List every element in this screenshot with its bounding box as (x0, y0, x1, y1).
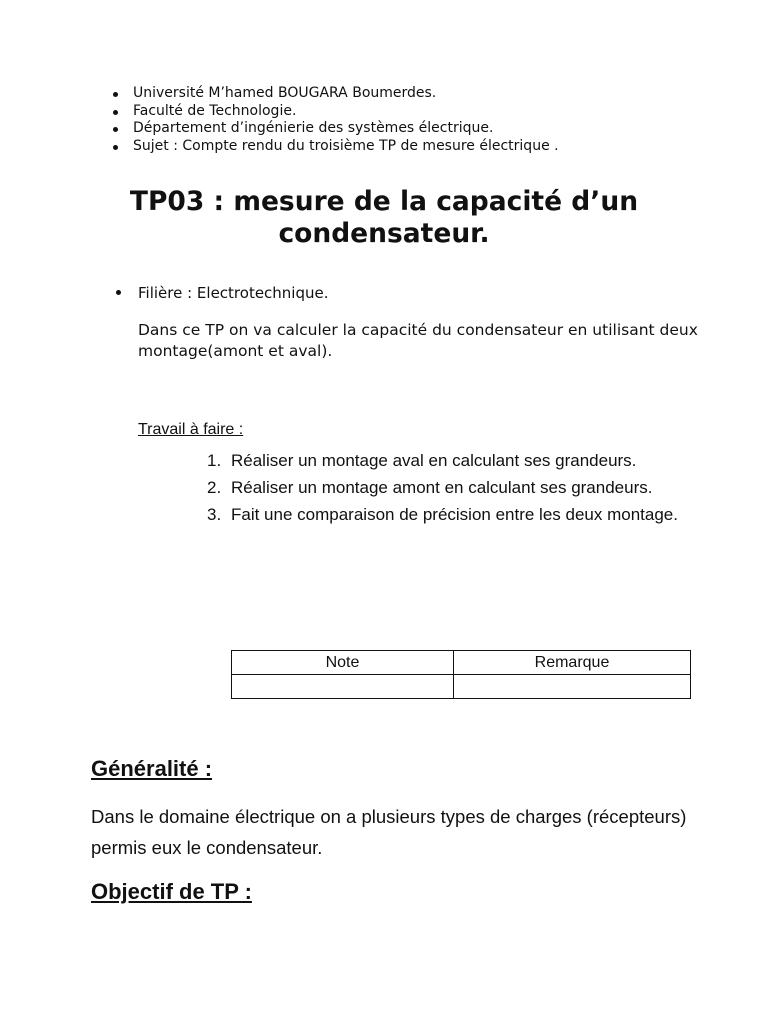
remarque-cell (454, 675, 691, 699)
header-university: Université M’hamed BOUGARA Boumerdes. (110, 85, 559, 103)
filiere-text: Filière : Electrotechnique. (138, 284, 329, 302)
grade-table-row (232, 675, 691, 699)
document-title (0, 186, 768, 250)
task-text: Réaliser un montage aval en calculant ses grandeurs. (231, 451, 637, 470)
remarque-header: Remarque (454, 651, 691, 675)
task-list (207, 447, 687, 528)
title-line-1: TP03 : mesure de la capacité d’un (129, 186, 639, 217)
task-number: 2. (207, 478, 222, 497)
task-text: Réaliser un montage amont en calculant ses grandeurs. (231, 478, 653, 497)
intro-paragraph: Dans ce TP on va calculer la capacité du condensateur en utilisant deux montage(amont et aval). (138, 321, 698, 360)
task-number: 3. (207, 505, 222, 524)
header-subject: Sujet : Compte rendu du troisième TP de mesure électrique . (110, 138, 559, 156)
grade-table (231, 650, 691, 699)
filiere-item (113, 284, 329, 302)
objectif-heading: Objectif de TP : (91, 879, 252, 904)
grade-table-header-row (232, 651, 691, 675)
work-heading: Travail à faire : (138, 421, 244, 438)
task-number: 1. (207, 451, 222, 470)
bullet-icon (116, 290, 121, 295)
generalite-paragraph: Dans le domaine électrique on a plusieurs types de charges (récepteurs) permis eux le condensateur. (91, 806, 687, 858)
note-header: Note (232, 651, 454, 675)
task-item (207, 474, 687, 501)
task-text: Fait une comparaison de précision entre les deux montage. (231, 505, 678, 524)
header-department: Département d’ingénierie des systèmes électrique. (110, 120, 559, 138)
task-item (207, 447, 687, 474)
title-line-2: condensateur. (278, 218, 490, 249)
task-item (207, 501, 687, 528)
generalite-heading: Généralité : (91, 756, 213, 781)
header-faculty: Faculté de Technologie. (110, 103, 559, 121)
note-cell (232, 675, 454, 699)
header-info-list (110, 85, 559, 155)
